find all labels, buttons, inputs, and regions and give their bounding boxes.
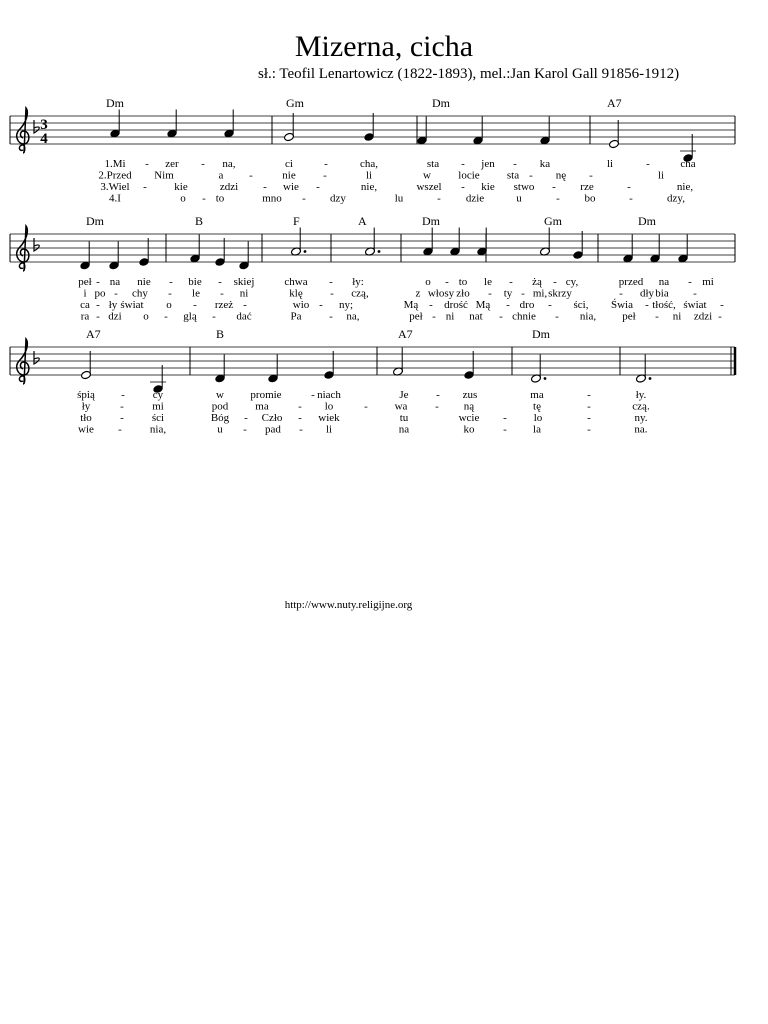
lyric-syllable: na.	[634, 423, 648, 436]
lyric-hyphen: -	[461, 181, 465, 193]
lyric-syllable: zdzi	[693, 310, 713, 323]
lyric-syllable: skiej	[233, 276, 255, 288]
lyric-syllable: ły	[81, 400, 91, 413]
chord-symbol: B	[216, 327, 225, 341]
lyric-syllable: w	[423, 169, 431, 182]
lyric-syllable: a	[218, 169, 224, 182]
lyric-hyphen: -	[120, 400, 124, 413]
lyric-syllable: dły	[639, 287, 655, 300]
lyric-syllable: cha	[680, 158, 696, 170]
lyric-syllable: tu	[399, 412, 409, 424]
lyric-hyphen: -	[529, 169, 533, 182]
lyric-hyphen: -	[552, 181, 556, 193]
lyric-hyphen: -	[548, 299, 552, 311]
lyric-syllable: dzy,	[667, 192, 685, 205]
staff-system-2	[10, 214, 735, 323]
lyric-syllable: wio	[292, 299, 310, 311]
lyric-syllable: chy	[132, 287, 148, 300]
lyric-hyphen: -	[655, 310, 659, 323]
lyric-hyphen: -	[720, 299, 724, 311]
lyric-hyphen: -	[143, 181, 147, 193]
lyric-hyphen: -	[164, 310, 168, 323]
flat-icon	[34, 351, 39, 364]
lyric-hyphen: -	[121, 389, 125, 401]
lyric-syllable: klę	[289, 287, 303, 300]
lyric-syllable: li	[657, 169, 665, 182]
lyric-syllable: zus	[462, 389, 478, 401]
lyric-syllable: nę	[555, 169, 567, 182]
lyric-syllable: bo	[584, 192, 596, 205]
lyric-hyphen: -	[503, 423, 507, 436]
staff-system-1	[10, 96, 735, 205]
footer-url: http://www.nuty.religijne.org	[284, 599, 413, 611]
lyric-syllable: promie	[250, 389, 282, 401]
lyric-syllable: dzie	[465, 192, 485, 205]
lyric-syllable: ny;	[338, 299, 354, 311]
lyric-syllable: peł	[409, 310, 423, 323]
lyric-syllable: pad	[265, 423, 281, 436]
lyric-hyphen: -	[509, 276, 513, 288]
lyric-syllable: li	[606, 158, 614, 170]
lyric-syllable: rze	[580, 181, 594, 193]
chord-symbol: Gm	[544, 214, 562, 228]
lyric-syllable: to	[458, 276, 468, 288]
lyric-syllable: Mą	[475, 299, 491, 311]
lyric-syllable: ni	[239, 287, 249, 300]
lyric-hyphen: -	[553, 276, 557, 288]
chord-symbol: A7	[607, 96, 622, 110]
lyric-hyphen: -	[243, 299, 247, 311]
lyric-syllable: o	[143, 310, 149, 323]
lyric-syllable: o	[180, 192, 186, 205]
lyric-syllable: lo	[324, 400, 334, 413]
lyric-syllable: po	[94, 287, 106, 300]
lyric-syllable: Świa	[611, 299, 633, 311]
lyric-hyphen: -	[96, 276, 100, 288]
treble-clef-icon	[17, 226, 29, 271]
lyric-syllable: Pa	[290, 310, 302, 323]
chord-symbol: A	[358, 214, 367, 228]
lyric-syllable: nie,	[676, 181, 694, 193]
lyric-syllable: nia,	[149, 423, 167, 436]
lyric-hyphen: -	[619, 287, 623, 300]
chord-symbol: A7	[86, 327, 101, 341]
lyric-hyphen: -	[429, 299, 433, 311]
lyric-hyphen: -	[298, 400, 302, 413]
lyric-hyphen: -	[437, 192, 441, 205]
lyric-syllable: li	[325, 423, 333, 436]
lyric-hyphen: -	[168, 287, 172, 300]
subtitle-credits: sł.: Teofil Lenartowicz (1822-1893), mel.:Jan Karol Gall 91856-1912)	[258, 66, 680, 82]
chord-symbol: F	[293, 214, 300, 228]
lyric-hyphen: -	[298, 412, 302, 424]
lyric-syllable: w	[216, 389, 224, 401]
lyric-syllable: tę	[533, 400, 541, 413]
lyric-hyphen: -	[324, 158, 328, 170]
lyric-syllable: ny.	[634, 412, 648, 424]
augmentation-dot	[304, 250, 307, 253]
lyric-syllable: to	[215, 192, 225, 205]
lyric-syllable: nia,	[579, 310, 597, 323]
lyric-syllable: bie	[188, 276, 202, 288]
lyric-hyphen: -	[319, 299, 323, 311]
lyric-syllable: lo	[533, 412, 543, 424]
page-title: Mizerna, cicha	[294, 30, 474, 63]
lyric-hyphen: -	[587, 412, 591, 424]
lyric-hyphen: -	[513, 158, 517, 170]
lyric-hyphen: -	[629, 192, 633, 205]
lyric-hyphen: -	[645, 299, 649, 311]
lyric-syllable: czą.	[632, 400, 650, 413]
lyric-syllable: glą	[183, 310, 197, 323]
lyric-syllable: chwa	[284, 276, 308, 288]
lyric-syllable: le	[192, 287, 200, 300]
lyric-syllable: dro	[519, 299, 535, 311]
lyric-syllable: li	[365, 169, 373, 182]
lyric-syllable: peł	[78, 276, 92, 288]
lyric-syllable: zer	[165, 158, 179, 170]
lyric-syllable: ra	[80, 310, 90, 323]
lyric-syllable: chnie	[512, 310, 536, 323]
lyric-hyphen: -	[193, 299, 197, 311]
lyric-syllable: wie	[78, 423, 94, 436]
lyric-syllable: sta	[506, 169, 520, 182]
lyric-syllable: Bóg	[210, 412, 230, 424]
lyric-syllable: nat	[469, 310, 483, 323]
treble-clef-icon	[17, 339, 29, 384]
chord-symbol: Dm	[422, 214, 440, 228]
lyric-syllable: wszel	[416, 181, 442, 193]
lyric-syllable: wie	[283, 181, 299, 193]
lyric-hyphen: -	[145, 158, 149, 170]
lyric-syllable: wcie	[458, 412, 480, 424]
lyric-hyphen: -	[302, 192, 306, 205]
time-signature-top: 3	[40, 117, 48, 133]
lyric-hyphen: -	[311, 389, 315, 401]
lyric-syllable: zdzi	[219, 181, 239, 193]
lyric-syllable: ko	[463, 423, 475, 436]
lyric-hyphen: -	[436, 389, 440, 401]
chord-symbol: A7	[398, 327, 413, 341]
lyric-syllable: peł	[622, 310, 636, 323]
lyric-hyphen: -	[202, 192, 206, 205]
lyric-syllable: ty	[503, 287, 513, 300]
lyric-syllable: nie,	[360, 181, 378, 193]
lyric-hyphen: -	[646, 158, 650, 170]
chord-symbol: Dm	[638, 214, 656, 228]
chord-symbol: Gm	[286, 96, 304, 110]
lyric-syllable: ły	[108, 299, 118, 311]
lyric-syllable: pod	[211, 400, 229, 413]
lyric-hyphen: -	[693, 287, 697, 300]
lyric-hyphen: -	[316, 181, 320, 193]
lyric-hyphen: -	[589, 169, 593, 182]
lyric-hyphen: -	[114, 287, 118, 300]
chord-symbol: B	[195, 214, 204, 228]
lyric-syllable: tło	[80, 412, 92, 424]
lyric-syllable: nie	[282, 169, 296, 182]
lyric-syllable: ni	[445, 310, 455, 323]
lyric-syllable: nie	[137, 276, 151, 288]
lyric-syllable: na	[658, 276, 670, 288]
lyric-hyphen: -	[627, 181, 631, 193]
lyric-hyphen: -	[120, 412, 124, 424]
chord-symbol: Dm	[432, 96, 450, 110]
lyric-syllable: bia	[655, 287, 669, 300]
lyric-syllable: mi	[152, 400, 164, 413]
lyric-hyphen: -	[323, 169, 327, 182]
lyric-syllable: Mą	[403, 299, 419, 311]
lyric-hyphen: -	[488, 287, 492, 300]
lyric-hyphen: -	[249, 169, 253, 182]
lyric-syllable: lu	[394, 192, 404, 205]
lyric-syllable: la	[533, 423, 541, 436]
lyric-syllable: 2.Przed	[98, 169, 132, 182]
lyric-syllable: 4.I	[109, 192, 121, 205]
staff-system-3	[10, 327, 735, 436]
time-signature-bottom: 4	[40, 131, 48, 147]
lyric-syllable: le	[484, 276, 492, 288]
lyric-syllable: czą,	[351, 287, 369, 300]
lyric-syllable: przed	[618, 276, 644, 288]
lyric-syllable: ka	[539, 158, 551, 170]
lyric-syllable: świat	[683, 299, 707, 311]
lyric-hyphen: -	[329, 276, 333, 288]
lyric-hyphen: -	[587, 389, 591, 401]
lyric-syllable: mi	[702, 276, 714, 288]
lyric-hyphen: -	[521, 287, 525, 300]
lyric-hyphen: -	[718, 310, 722, 323]
lyric-hyphen: -	[169, 276, 173, 288]
lyric-syllable: wa	[394, 400, 408, 413]
lyric-syllable: ma	[255, 400, 269, 413]
lyric-hyphen: -	[220, 287, 224, 300]
lyric-syllable: wiek	[318, 412, 340, 424]
augmentation-dot	[649, 377, 652, 380]
lyric-syllable: dać	[236, 310, 252, 323]
lyric-syllable: na	[109, 276, 121, 288]
augmentation-dot	[378, 250, 381, 253]
lyric-hyphen: -	[212, 310, 216, 323]
treble-clef-icon	[17, 108, 29, 153]
lyric-syllable: Czło	[261, 412, 283, 424]
lyric-syllable: cy	[152, 389, 164, 401]
lyric-syllable: świat	[120, 299, 144, 311]
lyric-syllable: cha,	[359, 158, 379, 170]
flat-icon	[34, 120, 39, 133]
lyric-syllable: dzi	[108, 310, 122, 323]
lyric-syllable: ną	[463, 400, 475, 413]
lyric-hyphen: -	[587, 400, 591, 413]
lyric-hyphen: -	[432, 310, 436, 323]
lyric-syllable: drość	[444, 299, 468, 311]
lyric-syllable: ca	[80, 299, 90, 311]
lyric-syllable: na,	[346, 310, 360, 323]
lyric-hyphen: -	[499, 310, 503, 323]
lyric-syllable: o	[166, 299, 172, 311]
lyric-hyphen: -	[299, 423, 303, 436]
lyric-syllable: stwo	[513, 181, 535, 193]
chord-symbol: Dm	[106, 96, 124, 110]
lyric-hyphen: -	[445, 276, 449, 288]
lyric-syllable: ma	[530, 389, 544, 401]
lyric-syllable: 1.Mi	[104, 158, 126, 170]
lyric-hyphen: -	[503, 412, 507, 424]
lyric-syllable: u	[217, 423, 223, 436]
lyric-hyphen: -	[555, 310, 559, 323]
lyric-syllable: i	[83, 287, 87, 300]
lyric-syllable: ni	[672, 310, 682, 323]
lyric-syllable: mi,	[532, 287, 548, 300]
lyric-hyphen: -	[244, 412, 248, 424]
lyric-hyphen: -	[218, 276, 222, 288]
lyric-syllable: u	[516, 192, 522, 205]
lyric-syllable: zło	[456, 287, 470, 300]
lyric-syllable: Nim	[154, 169, 174, 182]
lyric-syllable: ści	[151, 412, 165, 424]
lyric-syllable: włosy	[427, 287, 455, 300]
lyric-hyphen: -	[201, 158, 205, 170]
lyric-hyphen: -	[330, 287, 334, 300]
lyric-hyphen: -	[435, 400, 439, 413]
lyric-syllable: niach	[317, 389, 341, 401]
lyric-syllable: na,	[222, 158, 236, 170]
lyric-syllable: locie	[458, 169, 480, 182]
lyric-syllable: sta	[426, 158, 440, 170]
lyric-hyphen: -	[329, 310, 333, 323]
lyric-syllable: o	[425, 276, 431, 288]
lyric-hyphen: -	[96, 299, 100, 311]
lyric-hyphen: -	[118, 423, 122, 436]
lyric-syllable: ły:	[352, 276, 364, 288]
chord-symbol: Dm	[532, 327, 550, 341]
lyric-syllable: cy,	[565, 276, 579, 288]
lyric-syllable: 3.Wiel	[100, 181, 130, 193]
lyric-hyphen: -	[556, 192, 560, 205]
lyric-syllable: tłość,	[652, 299, 676, 311]
lyric-syllable: z	[415, 287, 421, 300]
lyric-syllable: ści,	[573, 299, 589, 311]
augmentation-dot	[544, 377, 547, 380]
lyric-hyphen: -	[461, 158, 465, 170]
lyric-syllable: kie	[174, 181, 188, 193]
lyric-syllable: ci	[285, 158, 293, 170]
lyric-hyphen: -	[587, 423, 591, 436]
lyric-syllable: mno	[262, 192, 282, 205]
lyric-syllable: rzeż	[214, 299, 234, 311]
lyric-syllable: skrzy	[548, 287, 572, 300]
lyric-syllable: żą	[532, 276, 542, 288]
lyric-hyphen: -	[243, 423, 247, 436]
lyric-hyphen: -	[364, 400, 368, 413]
lyric-hyphen: -	[96, 310, 100, 323]
lyric-hyphen: -	[263, 181, 267, 193]
flat-icon	[34, 238, 39, 251]
lyric-syllable: na	[398, 423, 410, 436]
lyric-hyphen: -	[506, 299, 510, 311]
lyric-syllable: ły.	[635, 389, 647, 401]
lyric-syllable: kie	[481, 181, 495, 193]
lyric-syllable: śpią	[77, 389, 95, 401]
lyric-syllable: dzy	[330, 192, 346, 205]
lyric-syllable: Je	[399, 389, 409, 401]
chord-symbol: Dm	[86, 214, 104, 228]
lyric-hyphen: -	[688, 276, 692, 288]
lyric-syllable: jen	[481, 158, 495, 170]
